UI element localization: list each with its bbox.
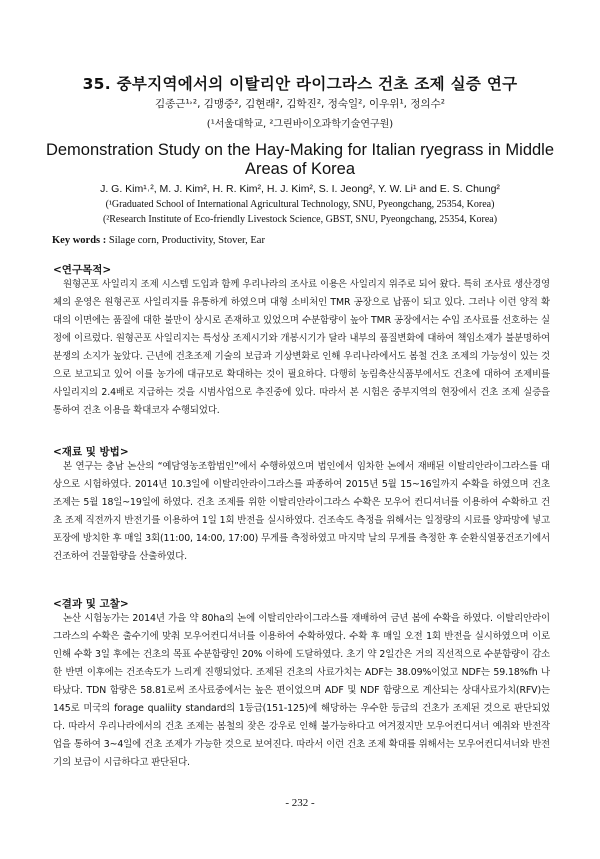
section-text-objective: 원형곤포 사일리지 조제 시스템 도입과 함께 우리나라의 조사료 이용은 사일리지 위주로 되어 왔다. 특히 조사료 생산경영체의 운영은 원형곤포 사일리지를 유통하게 하였으며 대형 소비처인 TMR 공장으로 납품이 되고 있다. 그러나 이런 양적 확대의 이면에는 품질에 대한 불만이 상시로 존재하고 있었으며 수분함량이 높아 TMR 공장에서는 수입 조사료를 선호하는 실정에 이르렀다. 원형곤포 사일리지는 특성상 조제시기와 개봉시기가 달라 내부의 품질변화에 대하여 책임소재가 불분명하여 분쟁의 소지가 높았다. 근년에 건초조제 기술의 보급과 기상변화로 인해 우리나라에서도 봄철 건초 조제의 가능성이 있는 것으로 보고되고 있어 이를 농가에 대규모로 확대하는 것이 필요하다. 다행히 농림축산식품부에서도 건초에 대하여 조제비를 사일리지의 2.4배로 지급하는 것을 시범사업으로 추진중에 있다. 따라서 본 시험은 중부지역의 현장에서 건초 조제 실증을 통하여 건초 이용을 확대코자 수행되었다. <box>53 279 550 416</box>
english-title: Demonstration Study on the Hay-Making for Italian ryegrass in Middle Areas of Korea <box>45 141 555 178</box>
english-affiliation-2: (²Research Institute of Eco-friendly Livestock Science, GBST, SNU, Pyeongchang, 25354, Korea) <box>102 214 498 225</box>
section-text-methods: 본 연구는 충남 논산의 “예담영농조합법인”에서 수행하였으며 법인에서 임차한 논에서 재배된 이탈리안라이그라스를 대상으로 시험하였다. 2014년 10.3일에 이탈리안라이그라스를 파종하여 2015년 5월 15~16일까지 수확을 하였으며 건초 조제는 5월 18일~19일에 하였다. 건초 조제를 위한 이탈리안라이그라스 수확은 모우어 컨디셔너를 이용하여 수확하고 건초 조제 직전까지 반전기를 이용하여 1일 1회 반전을 실시하였다. 건조속도 측정을 위해서는 일정량의 시료를 양파망에 넣고 포장에 방치한 후 매일 3회(11:00, 14:00, 17:00) 무게를 측정하였고 마지막 날의 무게를 측정한 후 순환식열풍건조기에서 건조하여 건물함량을 산출하였다. <box>53 461 550 562</box>
keywords-value: Silage corn, Productivity, Stover, Ear <box>108 235 265 246</box>
english-affiliation-1: (¹Graduated School of International Agricultural Technology, SNU, Pyeongchang, 25354, Korea) <box>105 199 495 210</box>
section-heading-methods: <재료 및 방법> <box>53 446 129 458</box>
page-number: - 232 - <box>285 797 315 809</box>
korean-affiliations: (¹서울대학교, ²그린바이오과학기술연구원) <box>206 119 394 130</box>
keywords-label: Key words : <box>52 235 107 246</box>
section-heading-objective: <연구목적> <box>53 264 112 276</box>
korean-title: 35. 중부지역에서의 이탈리안 라이그라스 건초 조제 실증 연구 <box>82 75 518 93</box>
english-authors: J. G. Kim¹˒², M. J. Kim², H. R. Kim², H. J. Kim², S. I. Jeong², Y. W. Li¹ and E. S. Chung² <box>100 183 500 195</box>
section-heading-results: <결과 및 고찰> <box>53 598 129 610</box>
section-text-results: 논산 시험농가는 2014년 가을 약 80ha의 논에 이탈리안라이그라스를 재배하여 금년 봄에 수확을 하였다. 이탈리안라이그라스의 수확은 출수기에 맞춰 모우어컨디셔너를 이용하여 수확하였다. 수확 후 매일 오전 1회 반전을 실시하였으며 이로 인해 수확 3일 후에는 건초의 목표 수분함량인 20% 이하에 도달하였다. 초기 약 2일간은 거의 직선적으로 수분함량이 감소한 반면 이후에는 건조속도가 느리게 진행되었다. 조제된 건초의 사료가치는 ADF는 38.09%이었고 NDF는 59.18%fh 나타났다. TDN 함량은 58.81로써 조사료중에서는 높은 편이었으며 ADF 및 NDF 함량으로 계산되는 상대사료가치(RFV)는 145로 미국의 forage qualiity standard의 1등급(151-125)에 해당하는 우수한 등급의 건초가 조제된 것으로 판단되었다. 따라서 우리나라에서의 건초 조제는 봄철의 잦은 강우로 인해 불가능하다고 여겨졌지만 모우어컨디셔너 예취와 반전작업을 통하여 3~4일에 건초 조제가 가능한 것으로 보여진다. 따라서 이런 건초 조제 확대를 위해서는 모우어컨디셔너와 반전기의 보급이 시급하다고 판단된다. <box>53 613 550 768</box>
keywords-line <box>52 235 265 246</box>
korean-authors: 김종근¹˒², 김맹중², 김현래², 김학진², 정숙일², 이우위¹, 정의수² <box>155 98 445 110</box>
